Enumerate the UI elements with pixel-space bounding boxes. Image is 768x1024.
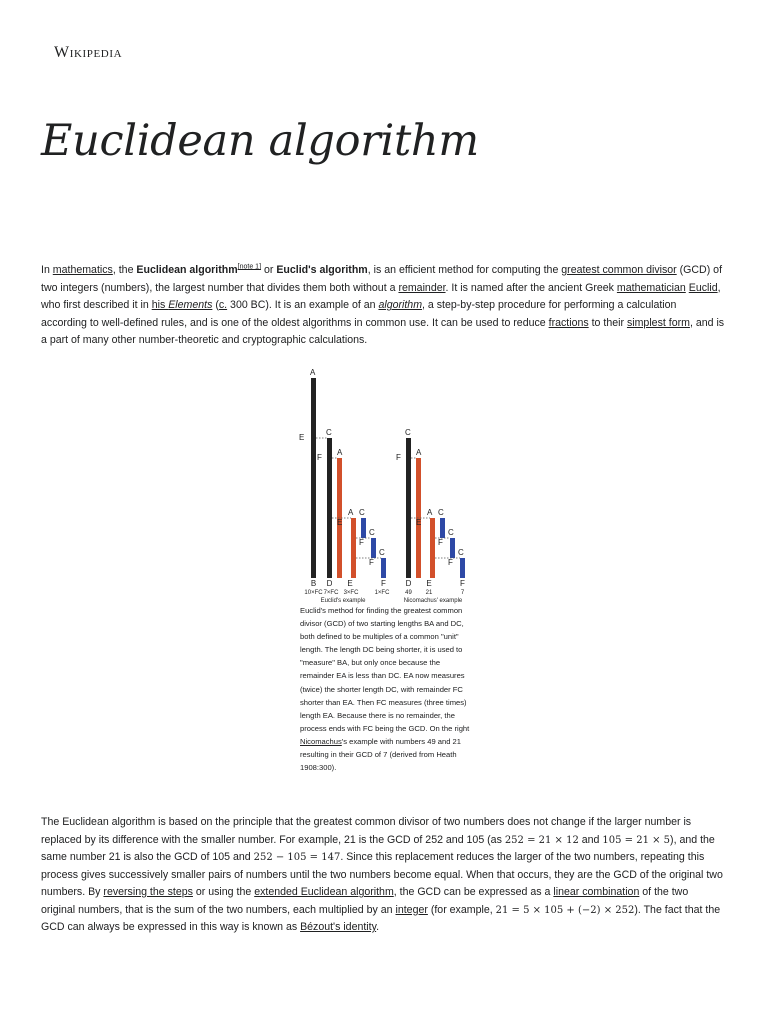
label-a: A [348,508,354,517]
text: (for example, [427,903,496,916]
label-f: F [438,538,443,547]
text: his [151,299,169,311]
link-simplest-form[interactable]: simplest form [626,316,690,329]
text: algorithm [378,299,423,311]
label-c: C [458,548,464,557]
label-f: F [369,558,374,567]
label-e: E [337,518,343,527]
bottom-label: E [426,579,432,588]
link-fractions[interactable]: fractions [548,316,589,329]
link-linear-combination[interactable]: linear combination [553,886,640,898]
page-title: Euclidean algorithm [41,116,479,166]
label-c: C [448,528,454,537]
label-c: C [369,528,375,537]
label-e: E [299,433,305,442]
bar-ba [311,378,316,578]
label-c: C [326,428,332,437]
link-integer[interactable]: integer [395,903,428,916]
label-e: E [416,518,422,527]
label-f: F [448,558,453,567]
link-his-elements[interactable] [152,299,213,311]
text: ), and the same number 21 is also the GCD of 105 and [41,833,715,863]
text: 300 BC). It is an example of an [227,299,379,311]
link-extended-euclidean-algorithm[interactable]: extended Euclidean algorithm [254,886,394,898]
intro-paragraph [41,262,725,350]
label-c: C [438,508,444,517]
link-algorithm[interactable] [378,299,422,311]
link-reversing-the-steps[interactable]: reversing the steps [103,886,193,898]
bottom-label: F [460,579,465,588]
bar-ea-copy [351,518,356,578]
math-expression: 252 = 21 × 12 [504,834,579,846]
bar-fc-1 [440,518,445,538]
bottom-label: D [326,579,333,588]
bar-ea-copy [430,518,435,578]
label-a: A [416,448,422,457]
label-a: A [427,508,433,517]
math-expression: 21 = 5 × 105 + (−2) × 252 [495,904,635,916]
label-f: F [317,453,322,462]
link-remainder[interactable]: remainder [398,281,446,294]
text: and [578,833,603,846]
text: Euclid's method for finding the greatest common divisor (GCD) of two starting lengths BA and DC, both defined to be multiples of a common "unit" length. The length DC being shorter, it is used to "measure" BA, but only once because the remainder EA is less than DC. EA now measures (twice) the shorter length DC, with remainder FC shorter than EA. Then FC measures (three times) length EA. Because there is no remainder, the process ends with FC being the GCD. On the right [300,606,470,733]
text: ). The fact that the GCD can always be expressed in this way is known as [41,903,721,933]
text: or [261,264,277,276]
text: . Since this replacement reduces the larger of the two numbers, repeating this process gives successively smaller pairs of numbers until the two numbers become equal. When that occurs, they are the GCD of the original two numbers. By [41,851,723,898]
text: to their [588,316,627,329]
text: , the [112,264,137,276]
label-a: A [310,368,316,377]
bar-fc-1 [361,518,366,538]
text: ( [212,299,219,311]
bottom-label: B [310,579,317,588]
label-c: C [379,548,385,557]
nicomachus-example-label: Nicomachus' example [403,598,463,604]
bar-fc-3 [460,558,465,578]
text: , is an efficient method for computing the [367,264,562,276]
bar-dc [327,438,332,578]
term-euclidean-algorithm: Euclidean algorithm [136,264,238,276]
label-c: C [405,428,411,437]
bar-dc-49 [406,438,411,578]
euclid-diagram[interactable] [296,365,476,605]
term-euclids-algorithm: Euclid's algorithm [276,264,368,276]
link-circa[interactable]: c. [218,299,228,311]
text: or using the [192,886,255,898]
text: In [41,264,53,276]
label-c: C [359,508,365,517]
value-label: 7×FC [323,590,339,596]
bar-fc-2 [450,538,455,558]
bar-fc-3 [381,558,386,578]
label-a: A [337,448,343,457]
body-paragraph [41,814,725,937]
bar-fc-2 [371,538,376,558]
value-label: 1×FC [374,590,390,596]
text: , who first described it in [41,281,721,311]
math-expression: 252 − 105 = 147 [253,852,341,863]
link-bezouts-identity[interactable]: Bézout's identity [300,921,377,933]
text: (GCD) of two integers (numbers), the largest number that divides them both without a [41,264,723,294]
value-label: 21 [425,590,433,596]
link-nicomachus[interactable]: Nicomachus [300,736,342,746]
value-label: 7 [460,590,465,596]
link-mathematician[interactable]: mathematician [616,281,686,294]
bottom-label: E [347,579,353,588]
figure-caption [300,604,470,774]
link-mathematics[interactable]: mathematics [52,264,113,276]
footnote-link[interactable]: [note 1] [237,263,262,271]
label-f: F [396,453,401,462]
euclid-diagram-svg [296,365,476,605]
value-label: 3×FC [343,590,359,596]
bottom-label: D [405,579,412,588]
text: . [376,921,380,933]
bottom-label: F [381,579,386,588]
math-expression: 105 = 21 × 5 [602,834,671,846]
text: , and is a part of many other number-theoretic and cryptographic calculations. [41,316,725,346]
label-f: F [359,538,364,547]
text: of the two original numbers, that is the sum of the two numbers, each multiplied by an [41,886,689,916]
text: The Euclidean algorithm is based on the principle that the greatest common divisor of two numbers does not change if the larger number is replaced by its difference with the smaller number. For example, 21 is the GCD of 252 and 105 (as [41,816,692,846]
text: 's example with numbers 49 and 21 resulting in their GCD of 7 (derived from Heath 1908:300). [300,736,462,773]
value-label: 49 [405,590,412,596]
value-label: 10×FC [304,590,323,596]
wikipedia-logo[interactable]: Wikipedia [54,44,123,61]
link-greatest-common-divisor[interactable]: greatest common divisor [561,264,677,276]
euclid-example-label: Euclid's example [320,598,366,604]
text: . It is named after the ancient Greek [445,281,617,294]
link-euclid[interactable]: Euclid [688,281,718,294]
text: Elements [168,299,213,311]
text: , a step-by-step procedure for performing a calculation according to well-defined rules, and is one of the oldest algorithms in common use. It can be used to reduce [41,299,677,329]
text: , the GCD can be expressed as a [393,886,554,898]
